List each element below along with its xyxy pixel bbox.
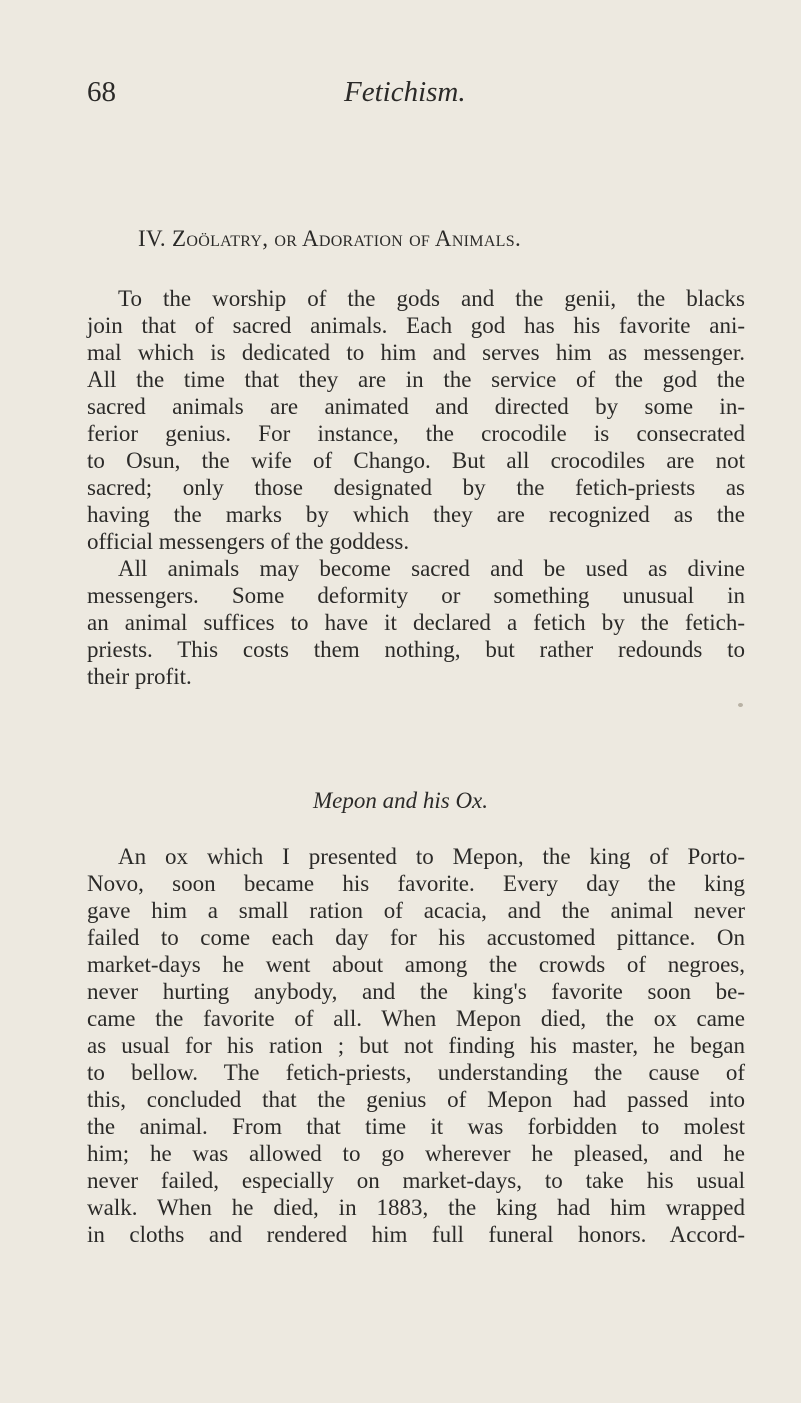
text-line: never failed, especially on market-days, to take his usual [87,1168,745,1193]
text-line: came the favorite of all. When Mepon died, the ox came [87,1006,745,1031]
text-line: An ox which I presented to Mepon, the king of Porto- [118,844,745,869]
text-line: gave him a small ration of acacia, and the animal never [87,898,745,923]
paragraph-sacred-messengers [87,555,745,690]
text-line: To the worship of the gods and the genii, the blacks [118,286,745,311]
text-line: an animal suffices to have it declared a fetich by the fetich- [87,610,745,635]
text-line: in cloths and rendered him full funeral honors. Accord- [87,1222,745,1247]
running-head: Fetichism. [344,76,466,108]
text-line: walk. When he died, in 1883, the king had him wrapped [87,1195,745,1220]
text-line: him; he was allowed to go wherever he pleased, and he [87,1141,745,1166]
text-line: priests. This costs them nothing, but rather redounds to [87,637,745,662]
text-line: this, concluded that the genius of Mepon had passed into [87,1087,745,1112]
text-line: Novo, soon became his favorite. Every day the king [87,871,745,896]
text-line: to Osun, the wife of Chango. But all crocodiles are not [87,448,745,473]
text-line: having the marks by which they are recognized as the [87,502,745,527]
text-line: their profit. [87,664,192,689]
page-number: 68 [87,76,116,108]
text-line: failed to come each day for his accustomed pittance. On [87,925,745,950]
text-line: to bellow. The fetich-priests, understanding the cause of [87,1060,745,1085]
text-line: never hurting anybody, and the king's favorite soon be- [87,979,745,1004]
section-heading: IV. Zoölatry, or Adoration of Animals. [138,226,522,251]
page-header [87,78,747,118]
text-line: the animal. From that time it was forbidden to molest [87,1114,745,1139]
paragraph-mepon-ox [87,843,745,1248]
paper-stain [738,703,743,707]
paragraph-worship-of-animals [87,285,745,555]
text-line: mal which is dedicated to him and serves him as messenger. [87,340,745,365]
text-line: messengers. Some deformity or something unusual in [87,583,745,608]
text-line: sacred animals are animated and directed by some in- [87,394,745,419]
text-line: sacred; only those designated by the fetich-priests as [87,475,745,500]
text-line: official messengers of the goddess. [87,529,410,554]
subheading: Mepon and his Ox. [312,788,489,813]
text-line: as usual for his ration ; but not finding his master, he began [87,1033,745,1058]
text-line: All the time that they are in the service of the god the [87,367,745,392]
text-line: All animals may become sacred and be used as divine [118,556,745,581]
text-line: ferior genius. For instance, the crocodile is consecrated [87,421,745,446]
text-line: join that of sacred animals. Each god has his favorite ani- [87,313,745,338]
text-line: market-days he went about among the crowds of negroes, [87,952,745,977]
